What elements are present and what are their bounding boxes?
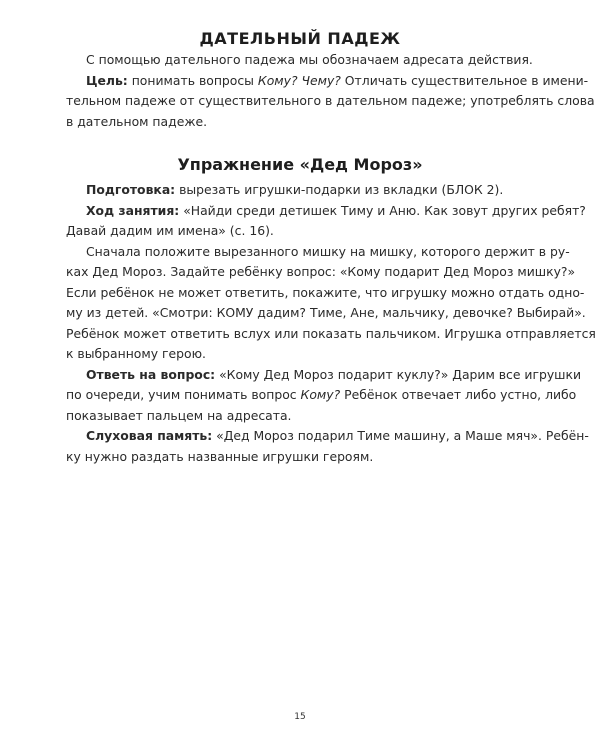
memory-line-2: ку нужно раздать названные игрушки героям.: [66, 448, 374, 464]
goal-questions: Кому? Чему?: [257, 72, 341, 88]
para1-line-5: Ребёнок может ответить вслух или показать пальчиком. Игрушка отправляется: [66, 325, 596, 341]
intro-line: [66, 50, 536, 71]
para1-line-3: Если ребёнок не может ответить, покажите, что игрушку можно отдать одно-: [66, 284, 585, 300]
answer-text-2b: Ребёнок отвечает либо устно, либо: [340, 387, 577, 402]
goal-line: [66, 71, 589, 92]
course-line: [66, 201, 586, 222]
exercise-title: Упражнение «Дед Мороз»: [177, 155, 423, 174]
prep-line: [66, 180, 536, 201]
course-line-2: Давай дадим им имена» (с. 16).: [66, 223, 274, 238]
course-text: «Найди среди детишек Тиму и Аню. Как зовут других ребят?: [179, 202, 586, 218]
para1-line-6: к выбранному герою.: [66, 346, 206, 361]
para1-line-4: му из детей. «Смотри: КОМУ дадим? Тиме, Ане, мальчику, девочке? Выбирай».: [66, 305, 586, 320]
answer-line-2: [66, 385, 577, 406]
goal-text-a: понимать вопросы: [127, 72, 258, 88]
prep-label: Подготовка:: [86, 182, 176, 197]
course-label: Ход занятия:: [86, 202, 180, 218]
goal-line-3: в дательном падеже.: [66, 113, 208, 129]
goal-label: Цель:: [86, 72, 128, 88]
answer-text: «Кому Дед Мороз подарит куклу?» Дарим все игрушки: [215, 366, 582, 382]
goal-line-2: тельном падеже от существительного в дательном падеже; употреблять слова: [66, 93, 595, 108]
prep-text: вырезать игрушки-подарки из вкладки (БЛОК 2).: [175, 182, 504, 197]
section-title: ДАТЕЛЬНЫЙ ПАДЕЖ: [199, 29, 401, 48]
exercise-block: [66, 180, 596, 467]
para1-line-1: Сначала положите вырезанного мишку на мишку, которого держит в ру-: [86, 243, 570, 259]
answer-text-2a: по очереди, учим понимать вопрос: [66, 387, 301, 402]
page-number: 15: [294, 712, 306, 722]
intro-block: [66, 50, 595, 132]
memory-line: [66, 426, 589, 447]
memory-text: «Дед Мороз подарил Тиме машину, а Маше мяч». Ребён-: [212, 428, 589, 443]
intro-text: С помощью дательного падежа мы обозначаем адресата действия.: [86, 52, 533, 67]
goal-text-b: Отличать существительное в имени-: [340, 72, 589, 88]
para1-line-2: ках Дед Мороз. Задайте ребёнку вопрос: «Кому подарит Дед Мороз мишку?»: [66, 264, 576, 279]
memory-label: Слуховая память:: [86, 428, 213, 443]
answer-label: Ответь на вопрос:: [86, 366, 216, 382]
answer-line-3: показывает пальцем на адресата.: [66, 407, 292, 423]
answer-question: Кому?: [300, 387, 341, 402]
answer-line: [66, 365, 582, 386]
